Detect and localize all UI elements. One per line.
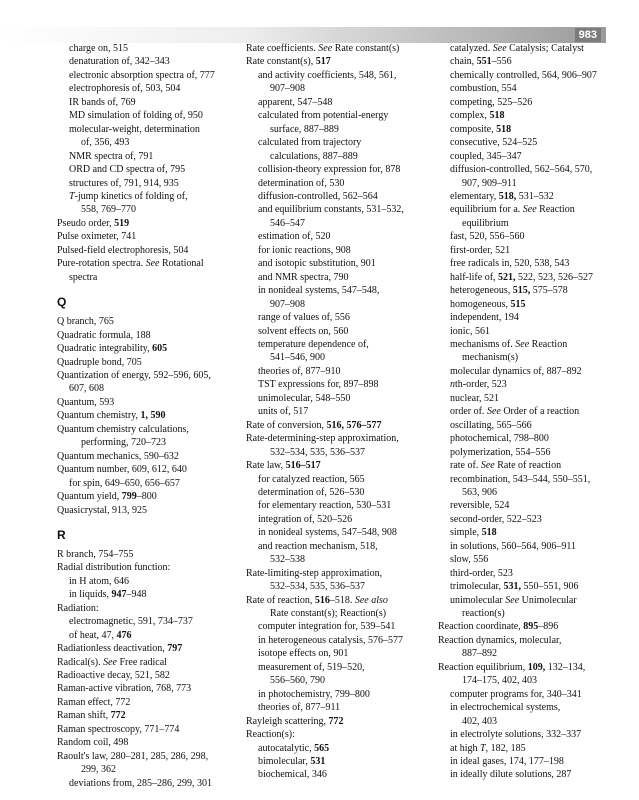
- index-subentry: isotope effects on, 901: [258, 648, 349, 660]
- index-subentry: chain, 551–556: [450, 56, 512, 68]
- index-entry: Raoult's law, 280–281, 285, 286, 298,: [57, 750, 209, 762]
- index-entry: Radioactive decay, 521, 582: [57, 670, 170, 682]
- index-entry: Reaction equilibrium, 109, 132–134,: [438, 661, 586, 673]
- index-subentry: denaturation of, 342–343: [69, 56, 170, 68]
- index-subentry: structures of, 791, 914, 935: [69, 177, 179, 189]
- index-subentry: electronic absorption spectra of, 777: [69, 69, 215, 81]
- index-subentry: for elementary reaction, 530–531: [258, 500, 392, 512]
- index-subentry: solvent effects on, 560: [258, 325, 349, 337]
- index-subentry: oscillating, 565–566: [450, 419, 532, 431]
- index-subentry: unimolecular See Unimolecular: [450, 594, 577, 606]
- index-subentry: at high T, 182, 185: [450, 742, 526, 754]
- index-subentry: consecutive, 524–525: [450, 137, 538, 149]
- index-subentry: 907, 909–911: [462, 177, 517, 189]
- index-subentry: 532–538: [270, 554, 305, 566]
- index-subentry: in heterogeneous catalysis, 576–577: [258, 634, 403, 646]
- index-subentry: determination of, 530: [258, 177, 345, 189]
- index-subentry: charge on, 515: [69, 43, 128, 54]
- index-subentry: photochemical, 798–800: [450, 433, 549, 445]
- index-subentry: computer programs for, 340–341: [450, 688, 582, 700]
- index-subentry: half-life of, 521, 522, 523, 526–527: [450, 271, 594, 283]
- index-subentry: and isotopic substitution, 901: [258, 258, 376, 270]
- index-subentry: theories of, 877–910: [258, 365, 341, 377]
- index-subentry: second-order, 522–523: [450, 513, 542, 525]
- index-subentry: computer integration for, 539–541: [258, 621, 396, 633]
- index-subentry: catalyzed. See Catalysis; Catalyst: [450, 43, 584, 54]
- index-subentry: electromagnetic, 591, 734–737: [69, 616, 193, 628]
- index-entry: Quantum number, 609, 612, 640: [57, 464, 187, 476]
- index-subentry: for spin, 649–650, 656–657: [69, 477, 180, 489]
- index-subentry: third-order, 523: [450, 567, 513, 579]
- index-entry: Reaction(s):: [246, 729, 295, 741]
- index-column-2: [246, 42, 432, 782]
- index-subentry: theories of, 877–911: [258, 702, 341, 714]
- index-subentry: 402, 403: [462, 715, 497, 727]
- index-subentry: apparent, 547–548: [258, 96, 333, 108]
- index-subentry: composite, 518: [450, 123, 512, 135]
- index-subentry: TST expressions for, 897–898: [258, 379, 379, 391]
- index-entry: Rate-limiting-step approximation,: [246, 567, 383, 579]
- index-subentry: in nonideal systems, 547–548,: [258, 285, 380, 297]
- index-subentry: surface, 887–889: [270, 123, 339, 135]
- index-subentry: 907–908: [270, 298, 305, 310]
- index-subentry: autocatalytic, 565: [258, 742, 330, 754]
- index-entry: Rate constant(s), 517: [246, 56, 331, 68]
- index-subentry: deviations from, 285–286, 299, 301: [69, 777, 213, 789]
- index-subentry: slow, 556: [450, 554, 489, 566]
- index-subentry: collision-theory expression for, 878: [258, 164, 401, 176]
- index-entry: Reaction coordinate, 895–896: [438, 621, 559, 633]
- index-entry: Radiation:: [57, 602, 99, 614]
- index-subentry: calculations, 887–889: [270, 150, 358, 162]
- index-subentry: and equilibrium constants, 531–532,: [258, 204, 404, 216]
- index-subentry: MD simulation of folding of, 950: [69, 110, 203, 122]
- index-entry: Quantum chemistry, 1, 590: [57, 410, 166, 422]
- index-subentry: simple, 518: [450, 527, 497, 539]
- index-entry: Q branch, 765: [57, 316, 114, 328]
- index-subentry: independent, 194: [450, 312, 519, 324]
- index-subentry: combustion, 554: [450, 83, 517, 95]
- index-subentry: bimolecular, 531: [258, 756, 326, 768]
- page-number: 983: [575, 28, 601, 42]
- index-subentry: molecular-weight, determination: [69, 123, 200, 135]
- index-column-3: [438, 42, 620, 782]
- index-entry: Quantum chemistry calculations,: [57, 423, 189, 435]
- index-subentry: 299, 362: [81, 764, 116, 776]
- index-subentry: and NMR spectra, 790: [258, 271, 349, 283]
- index-entry: Radial distribution function:: [57, 562, 171, 574]
- section-letter: Q: [57, 295, 67, 310]
- index-entry: Pseudo order, 519: [57, 217, 130, 229]
- index-entry: Raman shift, 772: [57, 710, 126, 722]
- index-subentry: for ionic reactions, 908: [258, 244, 351, 256]
- index-entry: Rate law, 516–517: [246, 460, 321, 472]
- index-subentry: in H atom, 646: [69, 575, 129, 587]
- index-entry: Radical(s). See Free radical: [57, 656, 167, 668]
- index-entry: Quantum yield, 799–800: [57, 491, 157, 503]
- index-column-1: [57, 42, 235, 790]
- index-subentry: 558, 769–770: [81, 204, 136, 216]
- index-entry: Raman effect, 772: [57, 696, 131, 708]
- index-entry: Random coil, 498: [57, 737, 129, 749]
- index-entry: Quantization of energy, 592–596, 605,: [57, 369, 211, 381]
- index-subentry: 532–534, 535, 536–537: [270, 446, 365, 458]
- index-subentry: of heat, 47, 476: [69, 629, 132, 641]
- index-subentry: elementary, 518, 531–532: [450, 190, 554, 202]
- index-entry: Rayleigh scattering, 772: [246, 715, 344, 727]
- index-subentry: trimolecular, 531, 550–551, 906: [450, 581, 579, 593]
- index-entry: Quasicrystal, 913, 925: [57, 504, 147, 516]
- index-entry: Quadratic integrability, 605: [57, 343, 168, 355]
- index-subentry: diffusion-controlled, 562–564, 570,: [450, 164, 593, 176]
- index-subentry: range of values of, 556: [258, 312, 350, 324]
- index-subentry: homogeneous, 515: [450, 298, 526, 310]
- index-subentry: reaction(s): [462, 608, 505, 620]
- index-subentry: polymerization, 554–556: [450, 446, 551, 458]
- index-subentry: 174–175, 402, 403: [462, 675, 537, 687]
- index-subentry: units of, 517: [258, 406, 309, 418]
- index-entry: Rate coefficients. See Rate constant(s): [246, 43, 400, 54]
- index-subentry: calculated from potential-energy: [258, 110, 389, 122]
- index-subentry: nuclear, 521: [450, 392, 500, 404]
- index-entry: Pure-rotation spectra. See Rotational: [57, 258, 204, 270]
- index-subentry: calculated from trajectory: [258, 137, 362, 149]
- index-subentry: molecular dynamics of, 887–892: [450, 365, 582, 377]
- index-subentry: in solutions, 560–564, 906–911: [450, 540, 577, 552]
- index-subentry: coupled, 345–347: [450, 150, 522, 162]
- index-subentry: mechanism(s): [462, 352, 519, 364]
- index-subentry: spectra: [69, 271, 98, 283]
- page-header-bar: [0, 27, 606, 43]
- index-subentry: NMR spectra of, 791: [69, 150, 154, 162]
- index-subentry: biochemical, 346: [258, 769, 327, 781]
- index-subentry: ionic, 561: [450, 325, 490, 337]
- index-subentry: integration of, 520–526: [258, 513, 353, 525]
- index-subentry: diffusion-controlled, 562–564: [258, 190, 378, 202]
- index-subentry: reversible, 524: [450, 500, 510, 512]
- index-subentry: 607, 608: [69, 383, 104, 395]
- index-subentry: chemically controlled, 564, 906–907: [450, 69, 597, 81]
- index-entry: Quadruple bond, 705: [57, 356, 142, 368]
- index-subentry: rate of. See Rate of reaction: [450, 460, 562, 472]
- index-subentry: in electrolyte solutions, 332–337: [450, 729, 582, 741]
- index-subentry: complex, 518: [450, 110, 505, 122]
- index-entry: Rate of reaction, 516–518. See also: [246, 594, 388, 606]
- index-subentry: and activity coefficients, 548, 561,: [258, 69, 397, 81]
- index-subentry: equilibrium for a. See Reaction: [450, 204, 575, 216]
- index-subentry: of, 356, 493: [81, 137, 130, 149]
- index-subentry: fast, 520, 556–560: [450, 231, 525, 243]
- index-subentry: equilibrium: [462, 217, 509, 229]
- index-subentry: free radicals in, 520, 538, 543: [450, 258, 570, 270]
- index-subentry: in liquids, 947–948: [69, 589, 147, 601]
- index-entry: Reaction dynamics, molecular,: [438, 634, 562, 646]
- index-entry: Quadratic formula, 188: [57, 329, 151, 341]
- index-subentry: 907–908: [270, 83, 305, 95]
- index-entry: Pulse oximeter, 741: [57, 231, 137, 243]
- index-entry: Raman spectroscopy, 771–774: [57, 723, 180, 735]
- index-subentry: temperature dependence of,: [258, 338, 369, 350]
- index-subentry: IR bands of, 769: [69, 96, 136, 108]
- index-subentry: for catalyzed reaction, 565: [258, 473, 365, 485]
- index-subentry: Rate constant(s); Reaction(s): [270, 608, 387, 620]
- index-entry: R branch, 754–755: [57, 548, 134, 560]
- index-subentry: 546–547: [270, 217, 305, 229]
- index-subentry: 556–560, 790: [270, 675, 325, 687]
- index-entry: Quantum, 593: [57, 396, 115, 408]
- index-subentry: 563, 906: [462, 486, 497, 498]
- index-subentry: unimolecular, 548–550: [258, 392, 351, 404]
- index-subentry: recombination, 543–544, 550–551,: [450, 473, 591, 485]
- index-entry: Rate-determining-step approximation,: [246, 433, 399, 445]
- index-subentry: in electrochemical systems,: [450, 702, 561, 714]
- index-subentry: 887–892: [462, 648, 497, 660]
- index-subentry: competing, 525–526: [450, 96, 533, 108]
- section-letter: R: [57, 527, 66, 542]
- index-entry: Radiationless deactivation, 797: [57, 643, 183, 655]
- index-subentry: in photochemistry, 799–800: [258, 688, 370, 700]
- index-subentry: heterogeneous, 515, 575–578: [450, 285, 568, 297]
- index-subentry: nth-order, 523: [450, 379, 507, 391]
- index-subentry: T-jump kinetics of folding of,: [69, 190, 188, 202]
- index-subentry: determination of, 526–530: [258, 486, 365, 498]
- index-entry: Quantum mechanics, 590–632: [57, 450, 179, 462]
- index-subentry: performing, 720–723: [81, 437, 166, 449]
- index-entry: Pulsed-field electrophoresis, 504: [57, 244, 189, 256]
- index-subentry: 541–546, 900: [270, 352, 325, 364]
- index-subentry: first-order, 521: [450, 244, 511, 256]
- index-subentry: in nonideal systems, 547–548, 908: [258, 527, 397, 539]
- index-entry: Rate of conversion, 516, 576–577: [246, 419, 382, 431]
- index-subentry: order of. See Order of a reaction: [450, 406, 580, 418]
- index-subentry: ORD and CD spectra of, 795: [69, 164, 186, 176]
- index-subentry: electrophoresis of, 503, 504: [69, 83, 181, 95]
- index-subentry: measurement of, 519–520,: [258, 661, 365, 673]
- index-subentry: mechanisms of. See Reaction: [450, 338, 568, 350]
- index-subentry: and reaction mechanism, 518,: [258, 540, 378, 552]
- index-subentry: estimation of, 520: [258, 231, 331, 243]
- index-entry: Raman-active vibration, 768, 773: [57, 683, 192, 695]
- index-subentry: in ideal gases, 174, 177–198: [450, 756, 564, 768]
- index-subentry: 532–534, 535, 536–537: [270, 581, 365, 593]
- index-subentry: in ideally dilute solutions, 287: [450, 769, 572, 781]
